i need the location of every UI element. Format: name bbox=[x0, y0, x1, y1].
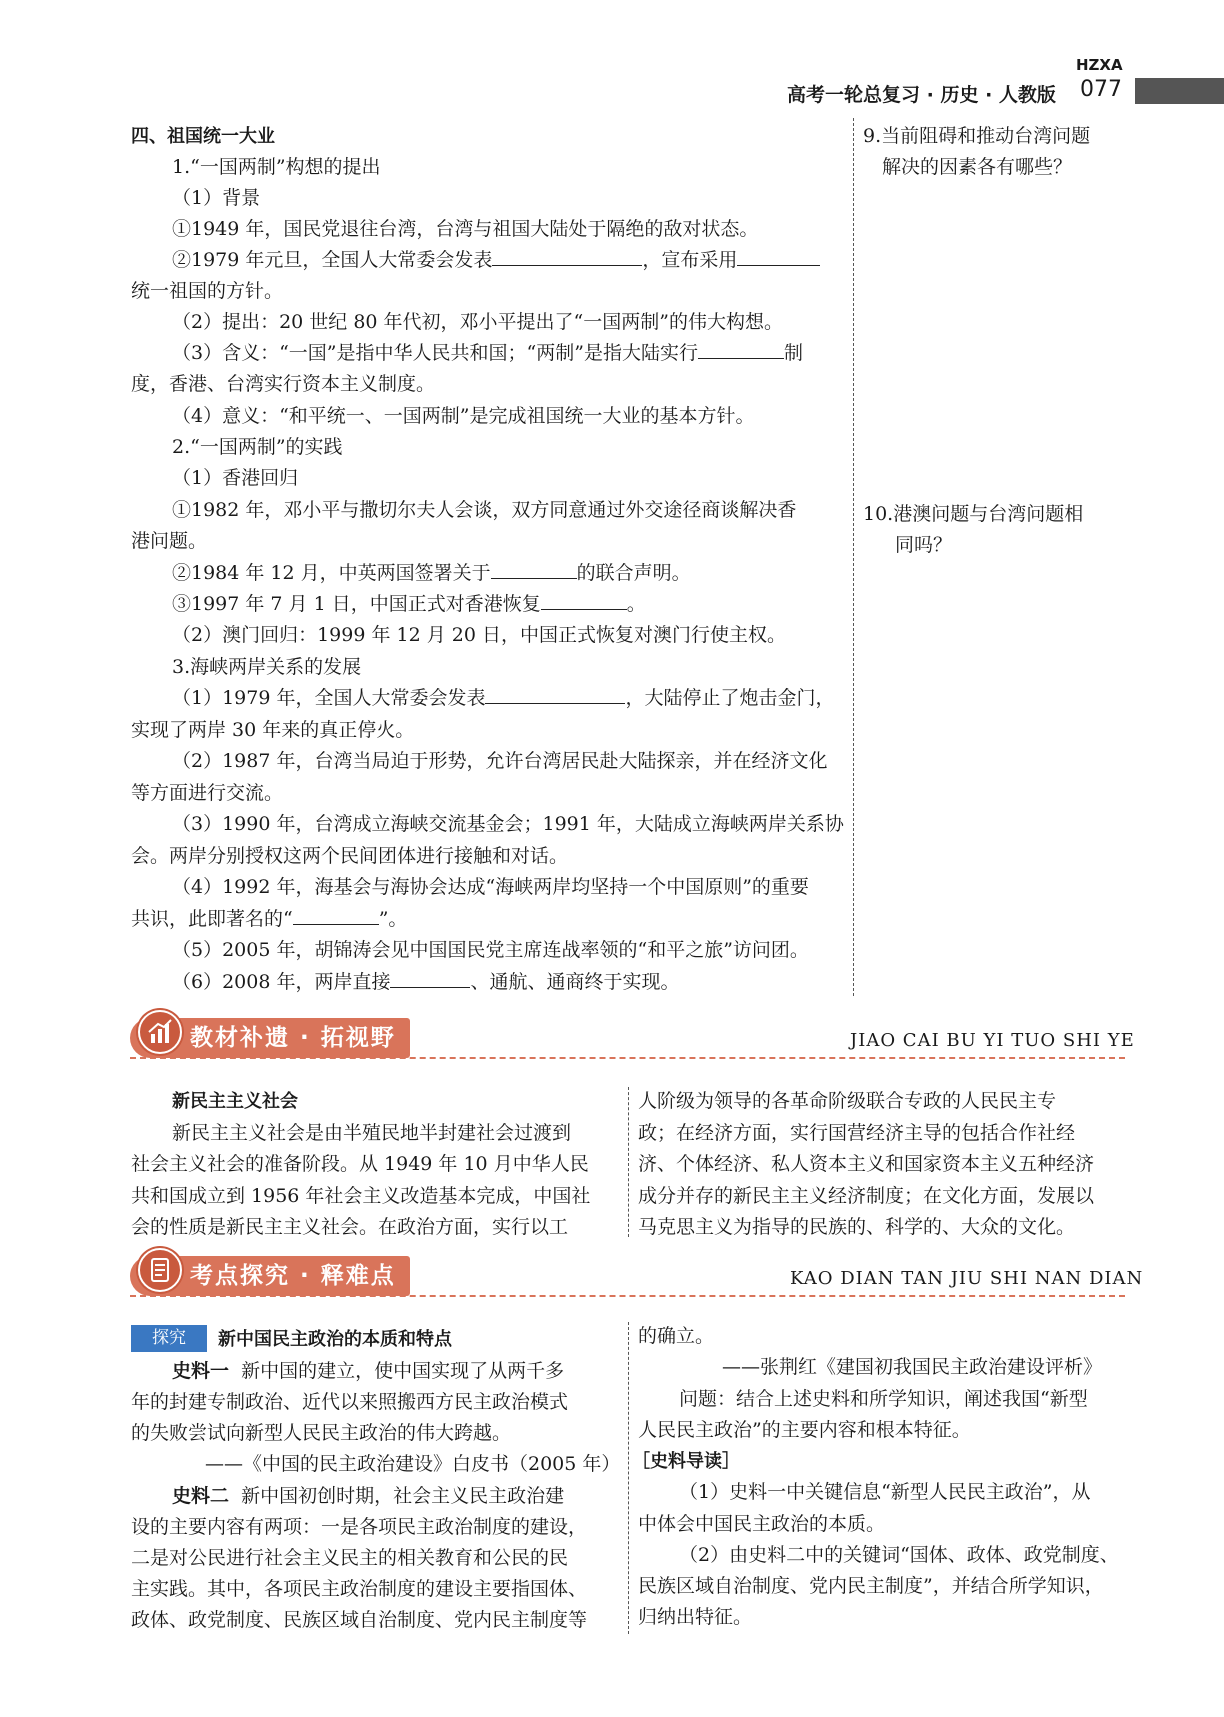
text-line: （1）香港回归 bbox=[172, 467, 299, 489]
text-line: 的失败尝试向新型人民民主政治的伟大跨越。 bbox=[131, 1422, 512, 1444]
header-title: 高考一轮总复习 · 历史 · 人教版 bbox=[787, 84, 1056, 106]
text-line-with-blanks bbox=[172, 246, 820, 275]
text-line: （4）意义：“和平统一、一国两制”是完成祖国统一大业的基本方针。 bbox=[172, 405, 755, 427]
side-question-10: 10.港澳问题与台湾问题相 bbox=[863, 503, 1084, 525]
text-line: 3.海峡两岸关系的发展 bbox=[172, 656, 362, 678]
section-heading: 四、祖国统一大业 bbox=[131, 126, 275, 147]
supplement-right-line: 人阶级为领导的各革命阶级联合专政的人民民主专 bbox=[638, 1090, 1057, 1112]
guide-line: 民族区域自治制度、党内民主制度”，并结合所学知识， bbox=[638, 1575, 1104, 1597]
text-line: （1）背景 bbox=[172, 187, 261, 209]
text-line-with-blank bbox=[131, 905, 407, 934]
text-line: 政体、政党制度、民族区域自治制度、党内民主制度等 bbox=[131, 1609, 588, 1631]
column-divider bbox=[628, 1322, 629, 1634]
text-fragment: ，大陆停止了炮击金门， bbox=[625, 687, 835, 709]
explore-tag: 探究 bbox=[131, 1325, 207, 1352]
text-fragment: 制 bbox=[783, 342, 803, 364]
fill-blank[interactable] bbox=[390, 969, 470, 988]
banner-english: JIAO CAI BU YI TUO SHI YE bbox=[850, 1030, 1135, 1051]
page-number: 077 bbox=[1080, 77, 1122, 102]
text-line: （4）1992 年，海基会与海协会达成“海峡两岸均坚持一个中国原则”的重要 bbox=[172, 876, 809, 898]
text-fragment: （1）1979 年，全国人大常委会发表 bbox=[172, 687, 486, 709]
explore-title: 新中国民主政治的本质和特点 bbox=[218, 1329, 452, 1350]
material-1-line bbox=[172, 1357, 564, 1386]
text-line: 年的封建专制政治、近代以来照搬西方民主政治模式 bbox=[131, 1391, 569, 1413]
side-question-9-cont: 解决的因素各有哪些？ bbox=[882, 156, 1073, 178]
margin-divider bbox=[853, 118, 854, 996]
question-line: 问题：结合上述史料和所学知识，阐述我国“新型 bbox=[679, 1388, 1088, 1410]
text-fragment: （6）2008 年，两岸直接 bbox=[172, 971, 391, 993]
text-line: （2）1987 年，台湾当局迫于形势，允许台湾居民赴大陆探亲，并在经济文化 bbox=[172, 750, 828, 772]
material-2-line bbox=[172, 1482, 564, 1511]
text-line: 实现了两岸 30 年来的真正停火。 bbox=[131, 719, 415, 741]
guide-line: （2）由史料二中的关键词“国体、政体、政党制度、 bbox=[679, 1544, 1119, 1566]
source-citation: ——张荆红《建国初我国民主政治建设评析》 bbox=[722, 1356, 1103, 1378]
banner-label: 教材补遗 · 拓视野 bbox=[130, 1018, 410, 1058]
text-line: 2.“一国两制”的实践 bbox=[172, 436, 343, 458]
material-label: 史料一 bbox=[172, 1360, 230, 1382]
text-line: ①1982 年，邓小平与撒切尔夫人会谈，双方同意通过外交途径商谈解决香 bbox=[172, 499, 797, 521]
supplement-title: 新民主主义社会 bbox=[172, 1091, 298, 1112]
supplement-right-line: 济、个体经济、私人资本主义和国家资本主义五种经济 bbox=[638, 1153, 1095, 1175]
text-line-with-blank bbox=[172, 684, 835, 713]
text-fragment: ，宣布采用 bbox=[642, 249, 738, 271]
fill-blank[interactable] bbox=[737, 247, 820, 266]
text-line: 度，香港、台湾实行资本主义制度。 bbox=[131, 373, 436, 395]
text-line-with-blank bbox=[172, 968, 680, 997]
header-code: HZXA bbox=[1076, 56, 1123, 74]
text-line: 1.“一国两制”构想的提出 bbox=[172, 156, 381, 178]
text-line: 统一祖国的方针。 bbox=[131, 280, 284, 302]
supplement-right-line: 成分并存的新民主主义经济制度；在文化方面，发展以 bbox=[638, 1185, 1095, 1207]
text-line: 等方面进行交流。 bbox=[131, 782, 284, 804]
text-line: ①1949 年，国民党退往台湾，台湾与祖国大陆处于隔绝的敌对状态。 bbox=[172, 218, 759, 240]
header-bar bbox=[1135, 78, 1224, 104]
text-fragment: ”。 bbox=[378, 908, 408, 930]
text-fragment: ②1984 年 12 月，中英两国签署关于 bbox=[172, 562, 491, 584]
text-fragment: ③1997 年 7 月 1 日，中国正式对香港恢复 bbox=[172, 593, 541, 615]
supplement-left-line: 新民主主义社会是由半殖民地半封建社会过渡到 bbox=[172, 1122, 572, 1144]
chart-icon bbox=[138, 1010, 182, 1054]
guide-title: ［史料导读］ bbox=[632, 1451, 740, 1472]
material-label: 史料二 bbox=[172, 1485, 230, 1507]
text-fragment: 的联合声明。 bbox=[576, 562, 691, 584]
fill-blank[interactable] bbox=[698, 340, 784, 359]
side-question-9: 9.当前阻碍和推动台湾问题 bbox=[863, 125, 1091, 147]
text-fragment: 共识，此即著名的“ bbox=[131, 908, 293, 930]
text-fragment: 新中国初创时期，社会主义民主政治建 bbox=[241, 1485, 565, 1507]
supplement-right-line: 马克思主义为指导的民族的、科学的、大众的文化。 bbox=[638, 1216, 1076, 1238]
supplement-right-line: 政；在经济方面，实行国营经济主导的包括合作社经 bbox=[638, 1122, 1076, 1144]
text-line: 主实践。其中，各项民主政治制度的建设主要指国体、 bbox=[131, 1578, 588, 1600]
banner-english: KAO DIAN TAN JIU SHI NAN DIAN bbox=[790, 1268, 1144, 1289]
supplement-left-line: 会的性质是新民主主义社会。在政治方面，实行以工 bbox=[131, 1216, 569, 1238]
supplement-left-line: 社会主义社会的准备阶段。从 1949 年 10 月中华人民 bbox=[131, 1153, 589, 1175]
fill-blank[interactable] bbox=[541, 591, 627, 610]
text-line-with-blank bbox=[172, 590, 646, 619]
text-line: 港问题。 bbox=[131, 530, 208, 552]
text-line: （5）2005 年，胡锦涛会见中国国民党主席连战率领的“和平之旅”访问团。 bbox=[172, 939, 809, 961]
text-line: （3）1990 年，台湾成立海峡交流基金会；1991 年，大陆成立海峡两岸关系协 bbox=[172, 813, 844, 835]
text-fragment: 、通航、通商终于实现。 bbox=[470, 971, 680, 993]
side-question-10-cont: 同吗？ bbox=[895, 534, 953, 556]
text-fragment: ②1979 年元旦，全国人大常委会发表 bbox=[172, 249, 493, 271]
fill-blank[interactable] bbox=[485, 685, 625, 704]
text-line-with-blank bbox=[172, 339, 803, 368]
fill-blank[interactable] bbox=[293, 906, 379, 925]
guide-line: （1）史料一中关键信息“新型人民民主政治”，从 bbox=[679, 1481, 1091, 1503]
fill-blank[interactable] bbox=[492, 247, 642, 266]
text-fragment: 新中国的建立，使中国实现了从两千多 bbox=[241, 1360, 565, 1382]
text-line: （2）澳门回归：1999 年 12 月 20 日，中国正式恢复对澳门行使主权。 bbox=[172, 624, 786, 646]
guide-line: 中体会中国民主政治的本质。 bbox=[638, 1513, 886, 1535]
text-line: 的确立。 bbox=[638, 1325, 715, 1347]
text-line: 设的主要内容有两项：一是各项民主政治制度的建设， bbox=[131, 1516, 588, 1538]
text-line: （2）提出：20 世纪 80 年代初，邓小平提出了“一国两制”的伟大构想。 bbox=[172, 311, 783, 333]
guide-line: 归纳出特征。 bbox=[638, 1606, 753, 1628]
supplement-left-line: 共和国成立到 1956 年社会主义改造基本完成，中国社 bbox=[131, 1185, 591, 1207]
fill-blank[interactable] bbox=[491, 560, 577, 579]
text-fragment: （3）含义：“一国”是指中华人民共和国；“两制”是指大陆实行 bbox=[172, 342, 698, 364]
text-fragment: 。 bbox=[626, 593, 646, 615]
column-divider bbox=[628, 1087, 629, 1237]
text-line-with-blank bbox=[172, 559, 691, 588]
question-line: 人民民主政治”的主要内容和根本特征。 bbox=[638, 1419, 971, 1441]
banner-label: 考点探究 · 释难点 bbox=[130, 1256, 410, 1296]
text-line: 会。两岸分别授权这两个民间团体进行接触和对话。 bbox=[131, 845, 569, 867]
text-line: 二是对公民进行社会主义民主的相关教育和公民的民 bbox=[131, 1547, 569, 1569]
source-citation: ——《中国的民主政治建设》白皮书（2005 年） bbox=[205, 1453, 621, 1475]
document-icon bbox=[138, 1248, 182, 1292]
